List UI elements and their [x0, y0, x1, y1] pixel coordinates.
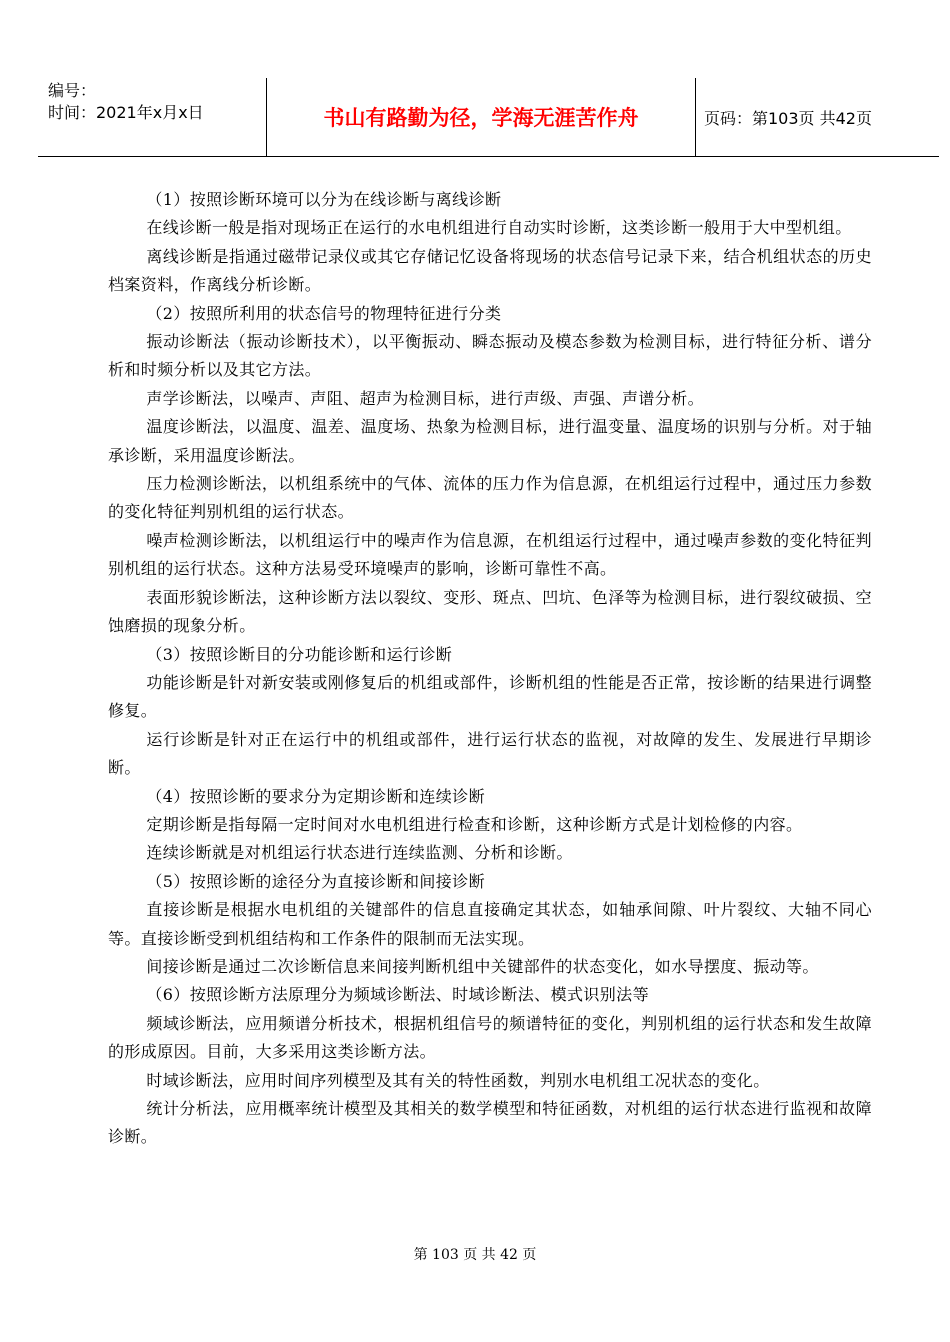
paragraph: 振动诊断法（振动诊断技术），以平衡振动、瞬态振动及模态参数为检测目标，进行特征分析、谱分析和时频分析以及其它方法。	[108, 332, 872, 380]
section-heading: （2）按照所利用的状态信号的物理特征进行分类	[146, 303, 502, 323]
paragraph: 声学诊断法，以噪声、声阻、超声为检测目标，进行声级、声强、声谱分析。	[146, 388, 704, 408]
paragraph: 功能诊断是针对新安装或刚修复后的机组或部件，诊断机组的性能是否正常，按诊断的结果进行调整修复。	[108, 672, 872, 721]
paragraph: 统计分析法，应用概率统计模型及其相关的数学模型和特征函数，对机组的运行状态进行监视和故障诊断。	[108, 1099, 872, 1147]
section-heading: （5）按照诊断的途径分为直接诊断和间接诊断	[146, 871, 485, 891]
paragraph: 压力检测诊断法，以机组系统中的气体、流体的压力作为信息源，在机组运行过程中，通过压力参数的变化特征判别机组的运行状态。	[108, 474, 872, 522]
section-heading: （1）按照诊断环境可以分为在线诊断与离线诊断	[146, 190, 502, 209]
paragraph: 温度诊断法，以温度、温差、温度场、热象为检测目标，进行温变量、温度场的识别与分析。对于轴承诊断，采用温度诊断法。	[108, 417, 872, 465]
paragraph: 间接诊断是通过二次诊断信息来间接判断机组中关键部件的状态变化，如水导摆度、振动等。	[146, 956, 819, 976]
document-body	[108, 186, 872, 1152]
paragraph: 频域诊断法，应用频谱分析技术，根据机组信号的频谱特征的变化，判别机组的运行状态和发生故障的形成原因。目前，大多采用这类诊断方法。	[108, 1013, 872, 1062]
page-footer: 第 103 页 共 42 页	[413, 1247, 537, 1263]
header-page-number: 页码：第103页 共42页	[704, 108, 872, 128]
page-header	[38, 78, 939, 157]
header-meta	[48, 80, 266, 124]
paragraph: 时域诊断法，应用时间序列模型及其有关的特性函数，判别水电机组工况状态的变化。	[146, 1070, 770, 1090]
paragraph: 离线诊断是指通过磁带记录仪或其它存储记忆设备将现场的状态信号记录下来，结合机组状态的历史档案资料，作离线分析诊断。	[108, 246, 872, 295]
paragraph: 运行诊断是针对正在运行中的机组或部件，进行运行状态的监视，对故障的发生、发展进行早期诊断。	[108, 729, 872, 778]
paragraph: 表面形貌诊断法，这种诊断方法以裂纹、变形、斑点、凹坑、色泽等为检测目标，进行裂纹破损、空蚀磨损的现象分析。	[108, 587, 872, 636]
paragraph: 定期诊断是指每隔一定时间对水电机组进行检查和诊断，这种诊断方式是计划检修的内容。	[146, 814, 803, 834]
document-number-label: 编号：	[48, 81, 97, 100]
section-heading: （4）按照诊断的要求分为定期诊断和连续诊断	[146, 786, 485, 806]
section-heading: （3）按照诊断目的分功能诊断和运行诊断	[146, 644, 453, 664]
document-time-label: 时间：2021年x月x日	[48, 103, 204, 122]
paragraph: 直接诊断是根据水电机组的关键部件的信息直接确定其状态，如轴承间隙、叶片裂纹、大轴不同心等。直接诊断受到机组结构和工作条件的限制而无法实现。	[108, 900, 872, 948]
paragraph: 在线诊断一般是指对现场正在运行的水电机组进行自动实时诊断，这类诊断一般用于大中型机组。	[146, 218, 852, 238]
section-heading: （6）按照诊断方法原理分为频域诊断法、时域诊断法、模式识别法等	[146, 985, 649, 1005]
header-motto: 书山有路勤为径，学海无涯苦作舟	[323, 106, 639, 130]
paragraph: 连续诊断就是对机组运行状态进行连续监测、分析和诊断。	[146, 843, 573, 863]
paragraph: 噪声检测诊断法，以机组运行中的噪声作为信息源，在机组运行过程中，通过噪声参数的变化特征判别机组的运行状态。这种方法易受环境噪声的影响，诊断可靠性不高。	[108, 530, 872, 579]
